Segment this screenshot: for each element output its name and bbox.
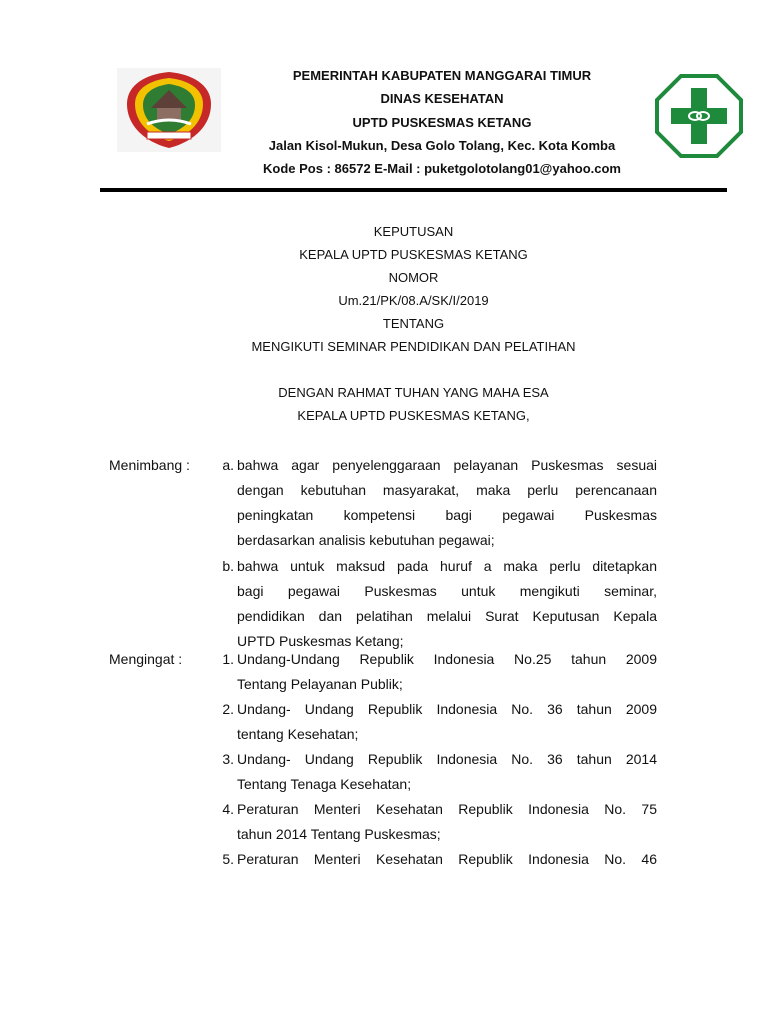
text-line: Tentang Tenaga Kesehatan; bbox=[237, 776, 412, 792]
list-marker: 3. bbox=[222, 751, 234, 767]
list-marker: b. bbox=[222, 558, 234, 574]
text-line: pendidikan dan pelatihan melalui Surat Keputusan Kepala bbox=[237, 608, 657, 624]
text-line: Undang- Undang Republik Indonesia No. 36 tahun 2014 bbox=[237, 751, 657, 767]
legal-basis-item bbox=[237, 747, 657, 797]
text-line: peningkatan kompetensi bagi pegawai Puskesmas bbox=[237, 507, 657, 523]
consideration-item bbox=[237, 554, 657, 654]
list-marker: 1. bbox=[222, 651, 234, 667]
legal-basis-item bbox=[237, 697, 657, 747]
consideration-item bbox=[237, 453, 657, 553]
legal-basis-item bbox=[237, 847, 657, 872]
decree-issuer: KEPALA UPTD PUSKESMAS KETANG bbox=[299, 247, 528, 262]
decree-subject: MENGIKUTI SEMINAR PENDIDIKAN DAN PELATIHAN bbox=[251, 339, 576, 354]
text-line: bagi pegawai Puskesmas untuk mengikuti seminar, bbox=[237, 583, 657, 599]
puskesmas-green-cross-logo-icon bbox=[655, 74, 743, 158]
text-line: dengan kebutuhan masyarakat, maka perlu perencanaan bbox=[237, 482, 657, 498]
regency-crest-logo-icon bbox=[117, 68, 221, 152]
list-marker: 5. bbox=[222, 851, 234, 867]
text-line: berdasarkan analisis kebutuhan pegawai; bbox=[237, 532, 495, 548]
text-line: Peraturan Menteri Kesehatan Republik Indonesia No. 46 bbox=[237, 851, 657, 867]
decree-heading: KEPUTUSAN bbox=[373, 224, 454, 239]
letterhead-government: PEMERINTAH KABUPATEN MANGGARAI TIMUR bbox=[292, 68, 592, 83]
text-line: Undang- Undang Republik Indonesia No. 36 tahun 2009 bbox=[237, 701, 657, 717]
letterhead-divider bbox=[100, 188, 727, 192]
text-line: Tentang Pelayanan Publik; bbox=[237, 676, 403, 692]
mengingat-label: Mengingat : bbox=[109, 651, 183, 667]
about-heading: TENTANG bbox=[382, 316, 445, 331]
list-marker: 2. bbox=[222, 701, 234, 717]
text-line: tahun 2014 Tentang Puskesmas; bbox=[237, 826, 441, 842]
legal-basis-item bbox=[237, 647, 657, 697]
list-marker: 4. bbox=[222, 801, 234, 817]
letterhead-address: Jalan Kisol-Mukun, Desa Golo Tolang, Kec. Kota Komba bbox=[268, 138, 616, 153]
legal-basis-item bbox=[237, 797, 657, 847]
text-line: bahwa agar penyelenggaraan pelayanan Puskesmas sesuai bbox=[237, 457, 657, 473]
decree-number: Um.21/PK/08.A/SK/I/2019 bbox=[338, 293, 489, 308]
invocation: DENGAN RAHMAT TUHAN YANG MAHA ESA bbox=[278, 385, 549, 400]
text-line: Peraturan Menteri Kesehatan Republik Indonesia No. 75 bbox=[237, 801, 657, 817]
letterhead-unit: UPTD PUSKESMAS KETANG bbox=[352, 115, 532, 130]
letterhead-contact: Kode Pos : 86572 E-Mail : puketgolotolang01@yahoo.com bbox=[263, 161, 621, 176]
list-marker: a. bbox=[222, 457, 234, 473]
letterhead-department: DINAS KESEHATAN bbox=[380, 91, 504, 106]
number-heading: NOMOR bbox=[388, 270, 439, 285]
text-line: tentang Kesehatan; bbox=[237, 726, 359, 742]
text-line: UPTD Puskesmas Ketang; bbox=[237, 633, 404, 649]
text-line: Undang-Undang Republik Indonesia No.25 tahun 2009 bbox=[237, 651, 657, 667]
text-line: bahwa untuk maksud pada huruf a maka perlu ditetapkan bbox=[237, 558, 657, 574]
menimbang-label: Menimbang : bbox=[109, 457, 190, 473]
issuer-signoff: KEPALA UPTD PUSKESMAS KETANG, bbox=[297, 408, 530, 423]
